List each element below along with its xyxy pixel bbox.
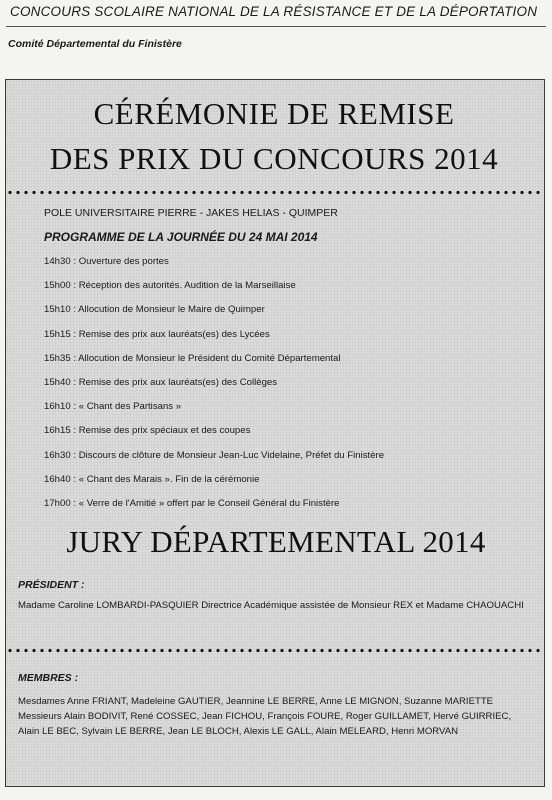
jury-title: JURY DÉPARTEMENTAL 2014 (66, 524, 486, 559)
members-list (18, 694, 530, 739)
header-divider (6, 26, 546, 27)
committee-name: Comité Départemental du Finistère (8, 38, 182, 50)
schedule-time: 15h35 (44, 352, 71, 364)
ceremony-title-line-2: DES PRIX DU CONCOURS 2014 (49, 141, 499, 176)
members-men: Messieurs Alain BODIVIT, René COSSEC, Jean FICHOU, François FOURE, Roger GUILLAMET, Hervé GUIRRIEC, Alain LE BEC, Sylvain LE BERRE, Jean LE BLOCH, Alexis LE GALL, Alain MELEARD, Henri MORVAN (18, 711, 512, 737)
venue: POLE UNIVERSITAIRE PIERRE - JAKES HELIAS - QUIMPER (44, 207, 338, 219)
schedule-item: 16h30 : Discours de clôture de Monsieur Jean-Luc Videlaine, Préfet du Finistère (44, 449, 385, 461)
schedule-item: 15h10 : Allocution de Monsieur le Maire de Quimper (44, 304, 265, 316)
schedule-item: 16h15 : Remise des prix spéciaux et des coupes (44, 425, 251, 437)
schedule-text: Allocution de Monsieur le Maire de Quimper (78, 304, 265, 316)
president-text: Madame Caroline LOMBARDI-PASQUIER Directrice Académique assistée de Monsieur REX et Madame CHAOUACHI (18, 600, 524, 611)
schedule-time: 16h30 (44, 449, 71, 461)
header-title: CONCOURS SCOLAIRE NATIONAL DE LA RÉSISTANCE ET DE LA DÉPORTATION (10, 4, 538, 19)
schedule-time: 15h00 (44, 280, 71, 292)
dotted-divider (6, 648, 540, 653)
schedule-time: 16h40 (44, 473, 71, 485)
schedule-list (44, 255, 384, 521)
schedule-text: « Chant des Marais ». Fin de la cérémonie (78, 473, 260, 485)
schedule-text: Réception des autorités. Audition de la Marseillaise (78, 280, 296, 292)
schedule-item: 15h40 : Remise des prix aux lauréats(es) des Collèges (44, 376, 278, 388)
schedule-time: 16h15 (44, 425, 71, 437)
schedule-item: 16h10 : « Chant des Partisans » (44, 401, 182, 413)
schedule-time: 15h15 (44, 328, 71, 340)
schedule-text: Remise des prix aux lauréats(es) des Lycées (78, 328, 270, 340)
schedule-item: 16h40 : « Chant des Marais ». Fin de la cérémonie (44, 473, 260, 485)
president-label: PRÉSIDENT : (18, 579, 85, 591)
schedule-text: Remise des prix spéciaux et des coupes (78, 425, 251, 437)
schedule-item: 15h35 : Allocution de Monsieur le Président du Comité Départemental (44, 352, 341, 364)
schedule-item: 17h00 : « Verre de l'Amitié » offert par le Conseil Général du Finistère (44, 497, 340, 509)
members-label: MEMBRES : (18, 672, 79, 684)
schedule-time: 16h10 (44, 401, 71, 413)
schedule-time: 17h00 (44, 497, 71, 509)
schedule-time: 15h10 (44, 304, 71, 316)
schedule-text: « Chant des Partisans » (78, 401, 182, 413)
schedule-text: Allocution de Monsieur le Président du Comité Départemental (78, 352, 341, 364)
schedule-time: 15h40 (44, 376, 71, 388)
schedule-time: 14h30 (44, 256, 71, 267)
members-women: Mesdames Anne FRIANT, Madeleine GAUTIER, Jeannine LE BERRE, Anne LE MIGNON, Suzanne MARIETTE (18, 696, 494, 707)
dotted-divider (6, 190, 540, 195)
schedule-text: Discours de clôture de Monsieur Jean-Luc Videlaine, Préfet du Finistère (78, 449, 385, 461)
schedule-item: 15h00 : Réception des autorités. Audition de la Marseillaise (44, 280, 296, 292)
schedule-text: « Verre de l'Amitié » offert par le Conseil Général du Finistère (78, 497, 340, 509)
ceremony-title-line-1: CÉRÉMONIE DE REMISE (93, 96, 455, 131)
schedule-text: Ouverture des portes (78, 256, 169, 267)
schedule-item: 14h30 : Ouverture des portes (44, 256, 169, 267)
schedule-item: 15h15 : Remise des prix aux lauréats(es) des Lycées (44, 328, 270, 340)
schedule-text: Remise des prix aux lauréats(es) des Collèges (78, 376, 278, 388)
programme-title: PROGRAMME DE LA JOURNÉE DU 24 MAI 2014 (44, 230, 318, 244)
